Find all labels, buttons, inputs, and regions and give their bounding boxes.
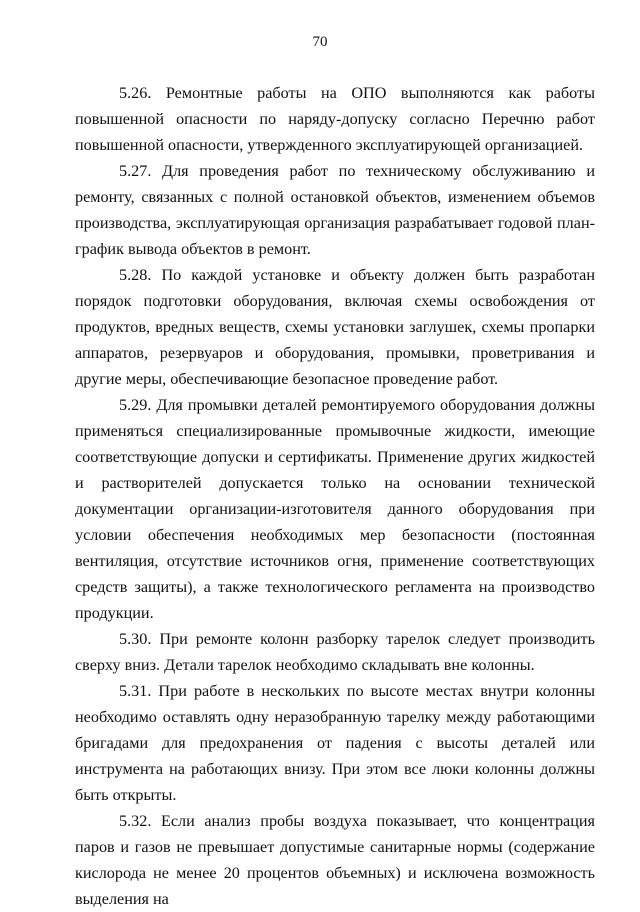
paragraph-5-31: 5.31. При работе в нескольких по высоте местах внутри колонны необходимо оставлять одну неразобранную тарелку между работающими бригадами для предохранения от падения с высоты деталей или инструмента на работающих внизу. При этом все люки колонны должны быть открыты. [75, 682, 595, 804]
paragraph-5-28: 5.28. По каждой установке и объекту должен быть разработан порядок подготовки оборудования, включая схемы освобождения от продуктов, вредных веществ, схемы установки заглушек, схемы пропарки аппаратов, резервуаров и оборудования, промывки, проветривания и другие меры, обеспечивающие безопасное проведение работ. [75, 266, 595, 388]
paragraph-5-29: 5.29. Для промывки деталей ремонтируемого оборудования должны применяться специализированные промывочные жидкости, имеющие соответствующие допуски и сертификаты. Применение других жидкостей и растворителей допускается только на основании технической документации организации-изготовителя данного оборудования при условии обеспечения необходимых мер безопасности (постоянная вентиляция, отсутствие источников огня, применение соответствующих средств защиты), а также технологического регламента на производство продукции. [75, 396, 595, 622]
paragraph-5-27: 5.27. Для проведения работ по техническому обслуживанию и ремонту, связанных с полной остановкой объектов, изменением объемов производства, эксплуатирующая организация разрабатывает годовой план-график вывода объектов в ремонт. [75, 162, 595, 258]
paragraph-5-26: 5.26. Ремонтные работы на ОПО выполняются как работы повышенной опасности по наряду-допуску согласно Перечню работ повышенной опасности, утвержденного эксплуатирующей организацией. [75, 84, 595, 154]
paragraph-5-30: 5.30. При ремонте колонн разборку тарелок следует производить сверху вниз. Детали тарелок необходимо складывать вне колонны. [75, 630, 595, 674]
paragraph-5-32: 5.32. Если анализ пробы воздуха показывает, что концентрация паров и газов не превышает допустимые санитарные нормы (содержание кислорода не менее 20 процентов объемных) и исключена возможность выделения на [75, 812, 595, 908]
page-number: 70 [312, 34, 328, 50]
document-body [75, 80, 595, 912]
